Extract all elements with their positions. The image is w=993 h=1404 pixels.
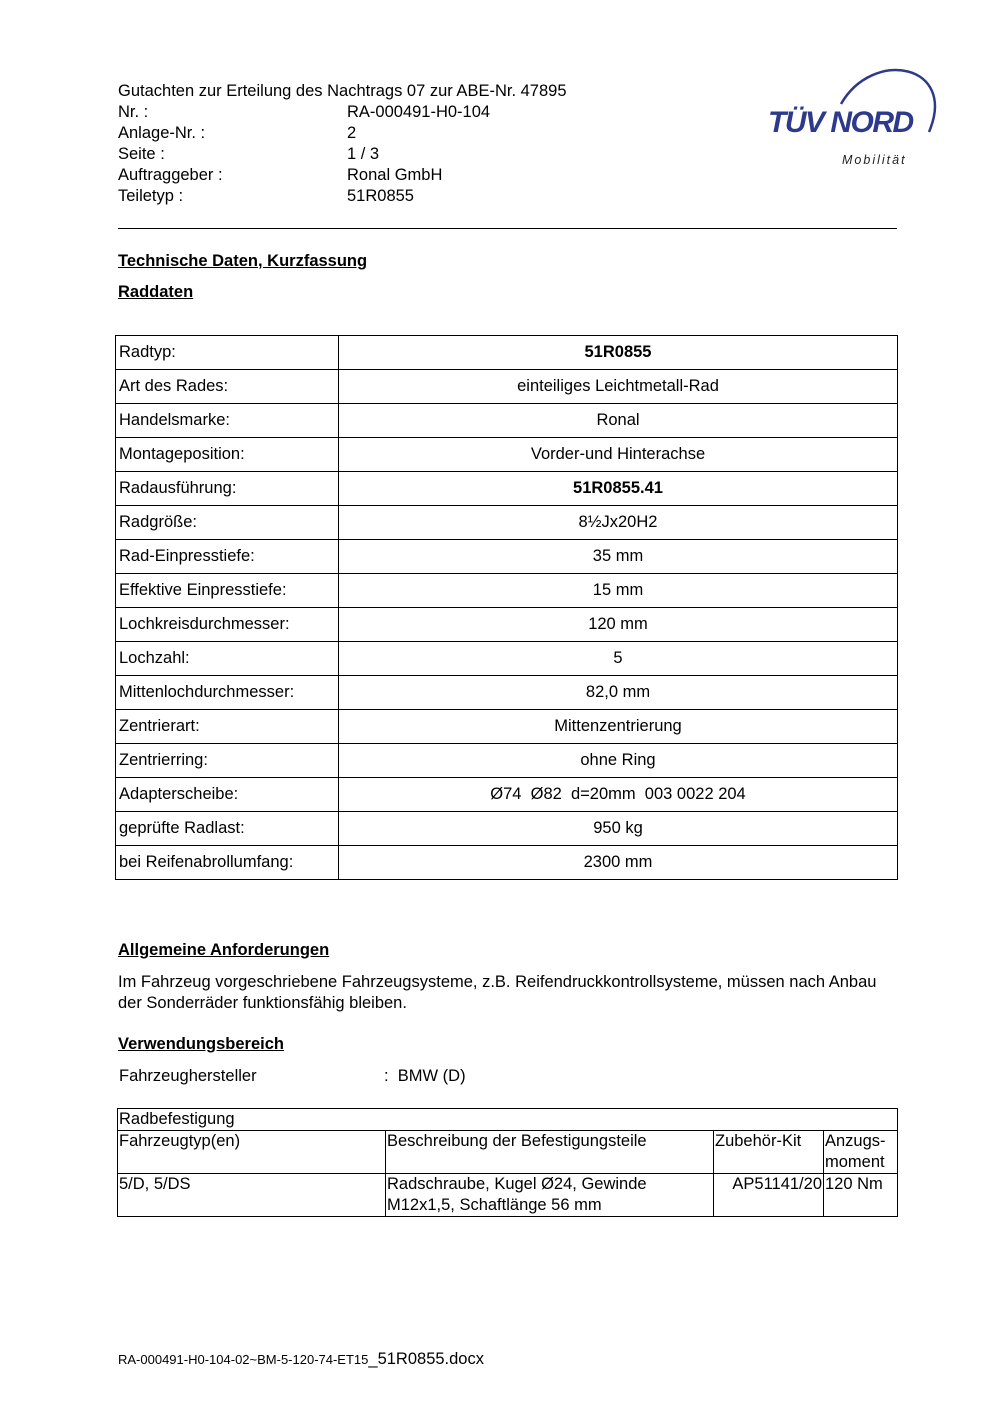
raddaten-row: [116, 404, 898, 438]
befestigung-header-cell: Fahrzeugtyp(en): [118, 1131, 386, 1174]
raddaten-value: 2300 mm: [339, 846, 898, 880]
header-value: 1 / 3: [347, 145, 380, 163]
footer: [118, 1350, 484, 1369]
allgemeine-text: Im Fahrzeug vorgeschriebene Fahrzeugsysteme, z.B. Reifendruckkontrollsysteme, müssen nach Anbau der Sonderräder funktionsfähig bleiben.: [118, 973, 877, 1012]
befestigung-cell: 120 Nm: [824, 1174, 898, 1217]
footer-code: RA-000491-H0-104-02~BM-5-120-74-ET15: [118, 1352, 369, 1367]
fahrzeughersteller-label: Fahrzeughersteller: [119, 1067, 257, 1085]
raddaten-row: [116, 472, 898, 506]
raddaten-value: ohne Ring: [339, 744, 898, 778]
header-label: Nr. :: [118, 103, 149, 121]
raddaten-value: 120 mm: [339, 608, 898, 642]
raddaten-row: [116, 710, 898, 744]
befestigung-cell: 5/D, 5/DS: [118, 1174, 386, 1217]
header-value: 51R0855: [347, 187, 414, 205]
befestigung-cell: Radschraube, Kugel Ø24, Gewinde M12x1,5, Schaftlänge 56 mm: [386, 1174, 714, 1217]
raddaten-value: Vorder-und Hinterachse: [339, 438, 898, 472]
radbefestigung-table: [117, 1108, 898, 1217]
raddaten-label: geprüfte Radlast:: [116, 812, 339, 846]
header-value: 2: [347, 124, 357, 142]
raddaten-row: [116, 574, 898, 608]
raddaten-label: Zentrierring:: [116, 744, 339, 778]
heading-technische-daten: Technische Daten, Kurzfassung: [118, 252, 368, 270]
raddaten-value: 15 mm: [339, 574, 898, 608]
raddaten-row: [116, 846, 898, 880]
raddaten-label: Mittenlochdurchmesser:: [116, 676, 339, 710]
raddaten-row: [116, 676, 898, 710]
befestigung-header-cell: Zubehör-Kit: [714, 1131, 824, 1174]
befestigung-cell: AP51141/20: [714, 1174, 824, 1217]
heading-raddaten: Raddaten: [118, 283, 194, 301]
raddaten-label: Radtyp:: [116, 336, 339, 370]
fahrzeughersteller-value: : BMW (D): [384, 1067, 466, 1085]
header-value: RA-000491-H0-104: [347, 103, 491, 121]
raddaten-value: 82,0 mm: [339, 676, 898, 710]
header-value: Ronal GmbH: [347, 166, 443, 184]
logo-wordmark: TÜV NORD: [768, 106, 913, 139]
header-label: Anlage-Nr. :: [118, 124, 206, 142]
raddaten-row: [116, 608, 898, 642]
raddaten-label: Lochkreisdurchmesser:: [116, 608, 339, 642]
raddaten-label: Radgröße:: [116, 506, 339, 540]
heading-verwendungsbereich: Verwendungsbereich: [118, 1035, 284, 1053]
raddaten-value: 51R0855.41: [339, 472, 898, 506]
raddaten-label: Zentrierart:: [116, 710, 339, 744]
raddaten-row: [116, 812, 898, 846]
raddaten-label: Montageposition:: [116, 438, 339, 472]
raddaten-row: [116, 778, 898, 812]
raddaten-row: [116, 370, 898, 404]
heading-allgemeine-anforderungen: Allgemeine Anforderungen: [118, 941, 330, 959]
befestigung-header-cell: Beschreibung der Befestigungsteile: [386, 1131, 714, 1174]
raddaten-value: 51R0855: [339, 336, 898, 370]
raddaten-value: einteiliges Leichtmetall-Rad: [339, 370, 898, 404]
befestigung-title-row: [118, 1109, 898, 1131]
raddaten-value: 5: [339, 642, 898, 676]
raddaten-label: Adapterscheibe:: [116, 778, 339, 812]
befestigung-data-row: [118, 1174, 898, 1217]
raddaten-label: Radausführung:: [116, 472, 339, 506]
raddaten-row: [116, 336, 898, 370]
befestigung-header-cell: Anzugs-moment: [824, 1131, 898, 1174]
tuv-nord-logo: [763, 56, 943, 172]
logo-subtitle: Mobilität: [842, 153, 907, 167]
raddaten-label: Handelsmarke:: [116, 404, 339, 438]
footer-filename: _51R0855.docx: [368, 1350, 484, 1368]
raddaten-row: [116, 438, 898, 472]
raddaten-row: [116, 540, 898, 574]
raddaten-value: 35 mm: [339, 540, 898, 574]
raddaten-value: Mittenzentrierung: [339, 710, 898, 744]
raddaten-table: [115, 335, 898, 880]
raddaten-value: Ø74 Ø82 d=20mm 003 0022 204: [339, 778, 898, 812]
raddaten-row: [116, 744, 898, 778]
raddaten-label: Art des Rades:: [116, 370, 339, 404]
raddaten-label: bei Reifenabrollumfang:: [116, 846, 339, 880]
header-label: Auftraggeber :: [118, 166, 223, 184]
raddaten-row: [116, 642, 898, 676]
befestigung-title: Radbefestigung: [118, 1109, 898, 1131]
header-label: Teiletyp :: [118, 187, 184, 205]
raddaten-value: 8½Jx20H2: [339, 506, 898, 540]
raddaten-value: Ronal: [339, 404, 898, 438]
raddaten-label: Lochzahl:: [116, 642, 339, 676]
raddaten-value: 950 kg: [339, 812, 898, 846]
raddaten-label: Effektive Einpresstiefe:: [116, 574, 339, 608]
raddaten-row: [116, 506, 898, 540]
header-divider: [118, 228, 897, 229]
raddaten-label: Rad-Einpresstiefe:: [116, 540, 339, 574]
header-label: Seite :: [118, 145, 165, 163]
befestigung-header-row: [118, 1131, 898, 1174]
